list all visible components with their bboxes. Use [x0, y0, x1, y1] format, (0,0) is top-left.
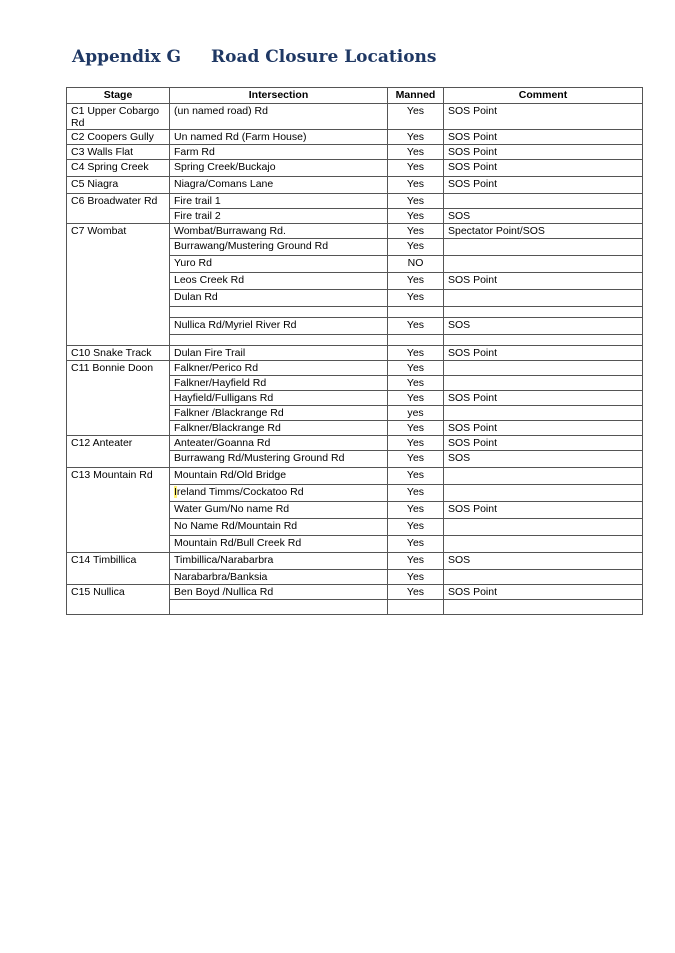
- cell-manned: Yes: [388, 104, 444, 130]
- highlight-mark: I: [174, 486, 177, 498]
- cell-comment: [444, 485, 643, 502]
- table-row: [67, 145, 643, 160]
- cell-intersection: Mountain Rd/Bull Creek Rd: [170, 536, 388, 553]
- cell-intersection: Narabarbra/Banksia: [170, 570, 388, 585]
- cell-manned: [388, 307, 444, 318]
- cell-manned: Yes: [388, 194, 444, 209]
- cell-stage: C14 Timbillica: [67, 553, 170, 585]
- cell-stage: C6 Broadwater Rd: [67, 194, 170, 224]
- cell-intersection: Wombat/Burrawang Rd.: [170, 224, 388, 239]
- cell-intersection: Farm Rd: [170, 145, 388, 160]
- cell-intersection: Burrawang Rd/Mustering Ground Rd: [170, 451, 388, 468]
- table-row: [67, 177, 643, 194]
- cell-manned: Yes: [388, 436, 444, 451]
- cell-manned: [388, 335, 444, 346]
- cell-comment: [444, 239, 643, 256]
- header-intersection: Intersection: [170, 88, 388, 104]
- cell-manned: Yes: [388, 290, 444, 307]
- cell-intersection: Mountain Rd/Old Bridge: [170, 468, 388, 485]
- appendix-title: Road Closure Locations: [210, 47, 437, 67]
- cell-comment: SOS Point: [444, 391, 643, 406]
- table-row: [67, 104, 643, 130]
- cell-manned: Yes: [388, 239, 444, 256]
- cell-manned: yes: [388, 406, 444, 421]
- cell-comment: SOS Point: [444, 145, 643, 160]
- cell-manned: NO: [388, 256, 444, 273]
- table-row: [67, 130, 643, 145]
- table-row: [67, 361, 643, 376]
- cell-intersection: Dulan Rd: [170, 290, 388, 307]
- cell-intersection: Niagra/Comans Lane: [170, 177, 388, 194]
- cell-intersection: No Name Rd/Mountain Rd: [170, 519, 388, 536]
- cell-intersection: Yuro Rd: [170, 256, 388, 273]
- cell-manned: Yes: [388, 318, 444, 335]
- cell-intersection: Anteater/Goanna Rd: [170, 436, 388, 451]
- cell-intersection: Fire trail 1: [170, 194, 388, 209]
- cell-intersection: Dulan Fire Trail: [170, 346, 388, 361]
- cell-manned: [388, 600, 444, 615]
- cell-intersection: Fire trail 2: [170, 209, 388, 224]
- cell-manned: Yes: [388, 585, 444, 600]
- cell-manned: Yes: [388, 553, 444, 570]
- cell-intersection: Falkner/Perico Rd: [170, 361, 388, 376]
- table-row: [67, 436, 643, 451]
- cell-intersection: Timbillica/Narabarbra: [170, 553, 388, 570]
- cell-intersection: Burrawang/Mustering Ground Rd: [170, 239, 388, 256]
- cell-intersection: [170, 335, 388, 346]
- cell-manned: Yes: [388, 346, 444, 361]
- table-row: [67, 553, 643, 570]
- cell-manned: Yes: [388, 468, 444, 485]
- table-row: [67, 194, 643, 209]
- cell-comment: [444, 468, 643, 485]
- cell-manned: Yes: [388, 273, 444, 290]
- cell-comment: SOS Point: [444, 346, 643, 361]
- header-comment: Comment: [444, 88, 643, 104]
- cell-intersection: [170, 600, 388, 615]
- cell-comment: [444, 570, 643, 585]
- cell-intersection: [170, 307, 388, 318]
- cell-comment: [444, 519, 643, 536]
- cell-manned: Yes: [388, 536, 444, 553]
- table-row: [67, 160, 643, 177]
- cell-comment: SOS: [444, 451, 643, 468]
- cell-comment: [444, 290, 643, 307]
- table-row: [67, 468, 643, 485]
- cell-stage: C10 Snake Track: [67, 346, 170, 361]
- table-row: [67, 585, 643, 600]
- cell-comment: [444, 361, 643, 376]
- cell-comment: [444, 406, 643, 421]
- cell-comment: SOS Point: [444, 160, 643, 177]
- cell-manned: Yes: [388, 130, 444, 145]
- cell-comment: [444, 376, 643, 391]
- cell-manned: Yes: [388, 391, 444, 406]
- page-heading: [72, 47, 436, 67]
- cell-stage: C12 Anteater: [67, 436, 170, 468]
- cell-comment: SOS Point: [444, 273, 643, 290]
- cell-stage: C3 Walls Flat: [67, 145, 170, 160]
- cell-manned: Yes: [388, 160, 444, 177]
- cell-stage: C15 Nullica: [67, 585, 170, 615]
- cell-manned: Yes: [388, 502, 444, 519]
- cell-stage: C2 Coopers Gully: [67, 130, 170, 145]
- cell-stage: C11 Bonnie Doon: [67, 361, 170, 436]
- cell-manned: Yes: [388, 209, 444, 224]
- cell-comment: SOS: [444, 318, 643, 335]
- cell-manned: Yes: [388, 376, 444, 391]
- cell-comment: SOS Point: [444, 436, 643, 451]
- cell-manned: Yes: [388, 145, 444, 160]
- cell-manned: Yes: [388, 361, 444, 376]
- cell-comment: [444, 194, 643, 209]
- table-row: [67, 224, 643, 239]
- cell-comment: SOS Point: [444, 585, 643, 600]
- cell-comment: [444, 307, 643, 318]
- cell-manned: Yes: [388, 177, 444, 194]
- cell-manned: Yes: [388, 224, 444, 239]
- cell-stage: C13 Mountain Rd: [67, 468, 170, 553]
- cell-intersection: Leos Creek Rd: [170, 273, 388, 290]
- header-stage: Stage: [67, 88, 170, 104]
- table-row: [67, 346, 643, 361]
- cell-comment: Spectator Point/SOS: [444, 224, 643, 239]
- cell-comment: SOS Point: [444, 177, 643, 194]
- cell-manned: Yes: [388, 519, 444, 536]
- cell-comment: SOS Point: [444, 104, 643, 130]
- cell-comment: SOS Point: [444, 502, 643, 519]
- cell-comment: [444, 335, 643, 346]
- cell-manned: Yes: [388, 421, 444, 436]
- cell-intersection: (un named road) Rd: [170, 104, 388, 130]
- cell-manned: Yes: [388, 451, 444, 468]
- appendix-label: Appendix G: [72, 47, 182, 67]
- cell-intersection: Hayfield/Fulligans Rd: [170, 391, 388, 406]
- cell-intersection: Falkner/Hayfield Rd: [170, 376, 388, 391]
- cell-comment: [444, 256, 643, 273]
- cell-comment: SOS Point: [444, 130, 643, 145]
- cell-intersection: Falkner /Blackrange Rd: [170, 406, 388, 421]
- cell-stage: C4 Spring Creek: [67, 160, 170, 177]
- header-manned: Manned: [388, 88, 444, 104]
- cell-intersection: Nullica Rd/Myriel River Rd: [170, 318, 388, 335]
- road-closure-table: [66, 87, 643, 615]
- cell-intersection: Spring Creek/Buckajo: [170, 160, 388, 177]
- cell-manned: Yes: [388, 570, 444, 585]
- cell-comment: [444, 600, 643, 615]
- cell-manned: Yes: [388, 485, 444, 502]
- cell-comment: SOS: [444, 553, 643, 570]
- cell-intersection: Ben Boyd /Nullica Rd: [170, 585, 388, 600]
- cell-comment: [444, 536, 643, 553]
- cell-intersection: [170, 485, 388, 502]
- table-header-row: [67, 88, 643, 104]
- cell-intersection: Un named Rd (Farm House): [170, 130, 388, 145]
- cell-stage: C7 Wombat: [67, 224, 170, 346]
- cell-intersection: Falkner/Blackrange Rd: [170, 421, 388, 436]
- cell-stage: C5 Niagra: [67, 177, 170, 194]
- cell-comment: SOS Point: [444, 421, 643, 436]
- cell-intersection-text: reland Timms/Cockatoo Rd: [176, 486, 304, 498]
- cell-stage: C1 Upper Cobargo Rd: [67, 104, 170, 130]
- cell-comment: SOS: [444, 209, 643, 224]
- cell-intersection: Water Gum/No name Rd: [170, 502, 388, 519]
